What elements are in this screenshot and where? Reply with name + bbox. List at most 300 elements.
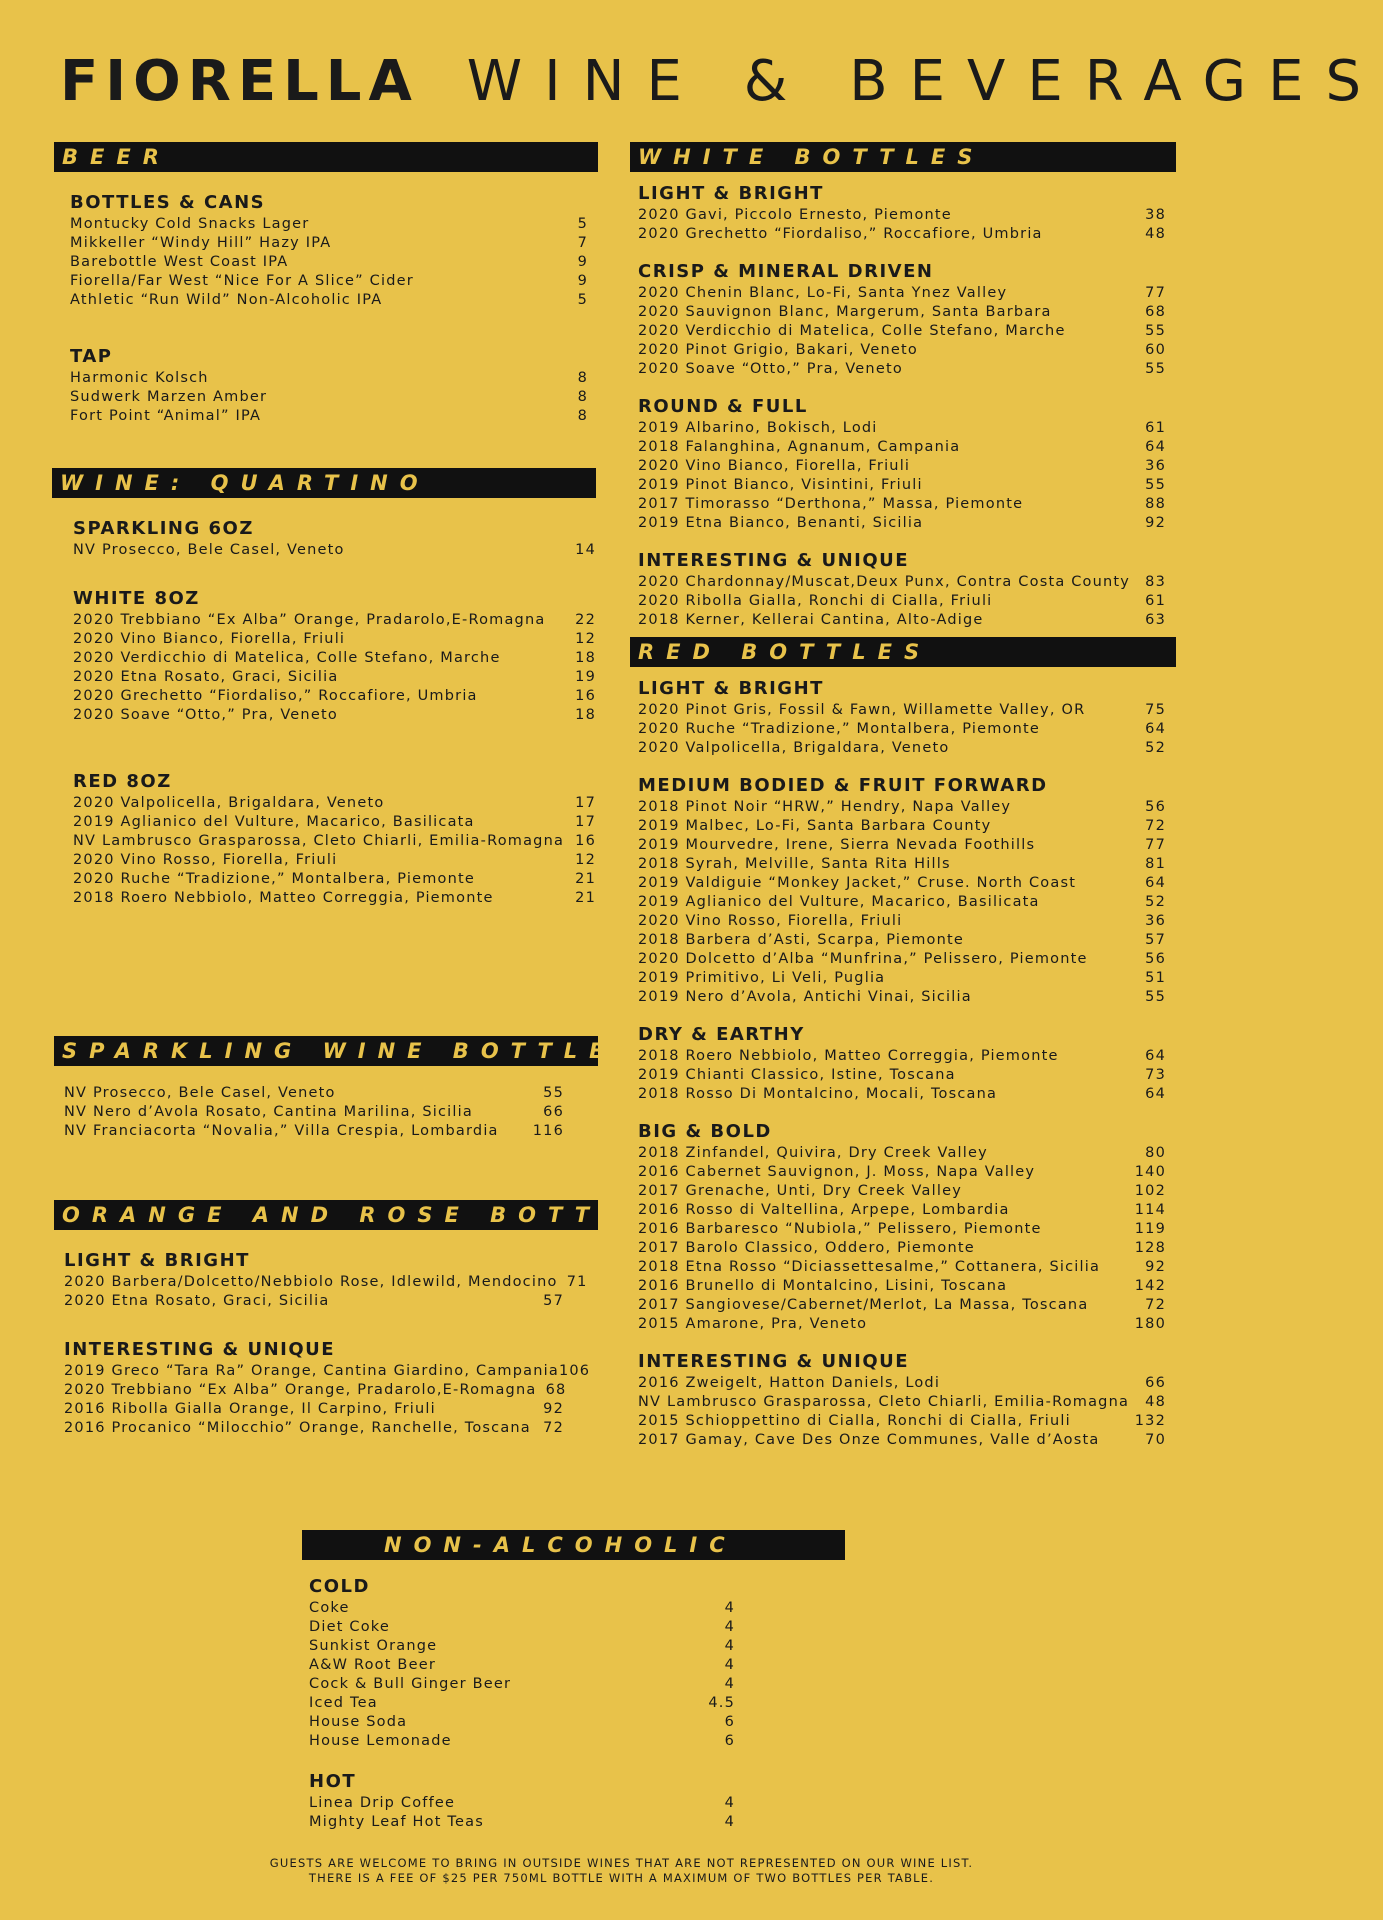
item-price: 77 xyxy=(1145,837,1166,853)
item-price: 52 xyxy=(1145,894,1166,910)
item-name: 2018 Kerner, Kellerai Cantina, Alto-Adige xyxy=(638,612,984,628)
item-name: 2020 Vino Bianco, Fiorella, Friuli xyxy=(73,631,346,647)
item-name: NV Franciacorta “Novalia,” Villa Crespia, Lombardia xyxy=(64,1123,499,1139)
item-name: Iced Tea xyxy=(309,1695,378,1711)
page-title xyxy=(60,49,1383,114)
section-heading: SPARKLING WINE BOTTLES xyxy=(54,1036,598,1066)
menu-item xyxy=(64,1400,564,1419)
menu-item xyxy=(638,1431,1166,1450)
item-price: 16 xyxy=(575,688,596,704)
item-name: Mighty Leaf Hot Teas xyxy=(309,1814,484,1830)
menu-item xyxy=(64,1103,564,1122)
item-name: 2020 Etna Rosato, Graci, Sicilia xyxy=(64,1293,330,1309)
group-title: LIGHT & BRIGHT xyxy=(64,1250,250,1271)
menu-item xyxy=(638,476,1166,495)
item-name: 2020 Dolcetto d’Alba “Munfrina,” Pelissero, Piemonte xyxy=(638,951,1088,967)
item-name: 2018 Barbera d’Asti, Scarpa, Piemonte xyxy=(638,932,965,948)
group-title: INTERESTING & UNIQUE xyxy=(64,1339,336,1360)
item-name: 2020 Ruche “Tradizione,” Montalbera, Piemonte xyxy=(73,871,476,887)
item-price: 140 xyxy=(1134,1164,1166,1180)
menu-item xyxy=(638,969,1166,988)
group-title: LIGHT & BRIGHT xyxy=(638,183,824,204)
section-heading: RED BOTTLES xyxy=(630,637,1176,667)
group-list xyxy=(630,183,1176,630)
menu-item xyxy=(64,1084,564,1103)
group-title: DRY & EARTHY xyxy=(638,1024,805,1045)
menu-item xyxy=(64,1292,564,1311)
menu-item xyxy=(638,701,1166,720)
menu-group xyxy=(70,346,588,426)
menu-item xyxy=(638,495,1166,514)
item-price: 116 xyxy=(532,1123,564,1139)
item-price: 77 xyxy=(1145,285,1166,301)
menu-item xyxy=(309,1794,735,1813)
menu-item xyxy=(638,817,1166,836)
item-name: 2019 Chianti Classico, Istine, Toscana xyxy=(638,1067,956,1083)
section-heading: BEER xyxy=(54,142,598,172)
item-name: 2020 Soave “Otto,” Pra, Veneto xyxy=(638,361,903,377)
item-name: 2016 Procanico “Milocchio” Orange, Ranchelle, Toscana xyxy=(64,1420,531,1436)
menu-group xyxy=(73,518,596,560)
group-title: INTERESTING & UNIQUE xyxy=(638,1351,910,1372)
menu-item xyxy=(638,1315,1166,1334)
item-price: 63 xyxy=(1145,612,1166,628)
item-name: 2020 Chenin Blanc, Lo-Fi, Santa Ynez Valley xyxy=(638,285,1008,301)
section-heading: ORANGE AND ROSE BOTTLES xyxy=(54,1200,598,1230)
item-price: 70 xyxy=(1145,1432,1166,1448)
menu-group xyxy=(64,1250,588,1311)
menu-item xyxy=(73,668,596,687)
item-name: 2017 Sangiovese/Cabernet/Merlot, La Massa, Toscana xyxy=(638,1297,1089,1313)
menu-item xyxy=(70,215,588,234)
menu-item xyxy=(638,912,1166,931)
item-price: 55 xyxy=(1145,323,1166,339)
menu-group xyxy=(309,1576,735,1751)
menu-group xyxy=(638,396,1166,533)
item-price: 4 xyxy=(724,1638,735,1654)
item-price: 72 xyxy=(1145,1297,1166,1313)
menu-group xyxy=(309,1771,735,1832)
menu-item xyxy=(64,1381,567,1400)
item-name: 2019 Mourvedre, Irene, Sierra Nevada Foothills xyxy=(638,837,1036,853)
menu-item xyxy=(73,851,596,870)
item-price: 119 xyxy=(1134,1221,1166,1237)
item-name: 2019 Pinot Bianco, Visintini, Friuli xyxy=(638,477,923,493)
item-price: 4 xyxy=(724,1814,735,1830)
menu-group xyxy=(638,775,1166,1007)
item-name: 2020 Grechetto “Fiordaliso,” Roccafiore, Umbria xyxy=(73,688,478,704)
menu-item xyxy=(638,874,1166,893)
menu-item xyxy=(638,1066,1166,1085)
item-name: 2019 Valdiguie “Monkey Jacket,” Cruse. North Coast xyxy=(638,875,1077,891)
item-price: 4 xyxy=(724,1619,735,1635)
item-name: 2020 Gavi, Piccolo Ernesto, Piemonte xyxy=(638,207,952,223)
item-price: 55 xyxy=(1145,989,1166,1005)
item-price: 55 xyxy=(543,1085,564,1101)
menu-item xyxy=(638,284,1166,303)
menu-item xyxy=(638,225,1166,244)
menu-item xyxy=(638,457,1166,476)
item-name: 2020 Soave “Otto,” Pra, Veneto xyxy=(73,707,338,723)
item-price: 4 xyxy=(724,1676,735,1692)
group-title: WHITE 8OZ xyxy=(73,588,200,609)
orange-rose-section xyxy=(54,1200,680,1438)
menu-item xyxy=(638,950,1166,969)
item-price: 81 xyxy=(1145,856,1166,872)
item-price: 61 xyxy=(1145,593,1166,609)
group-list xyxy=(630,678,1176,1450)
item-name: 2016 Cabernet Sauvignon, J. Moss, Napa Valley xyxy=(638,1164,1036,1180)
menu-item xyxy=(309,1599,735,1618)
menu-item xyxy=(309,1656,735,1675)
menu-item xyxy=(73,611,596,630)
item-name: 2016 Ribolla Gialla Orange, Il Carpino, Friuli xyxy=(64,1401,436,1417)
menu-item xyxy=(638,514,1166,533)
footer-line-1: GUESTS ARE WELCOME TO BRING IN OUTSIDE WINES THAT ARE NOT REPRESENTED ON OUR WINE LIST. xyxy=(269,1856,974,1870)
item-name: 2018 Syrah, Melville, Santa Rita Hills xyxy=(638,856,951,872)
item-price: 83 xyxy=(1145,574,1166,590)
item-name: Diet Coke xyxy=(309,1619,391,1635)
item-name: 2020 Verdicchio di Matelica, Colle Stefano, Marche xyxy=(638,323,1066,339)
menu-item xyxy=(638,1277,1166,1296)
item-price: 75 xyxy=(1145,702,1166,718)
item-price: 61 xyxy=(1145,420,1166,436)
group-list xyxy=(302,1576,745,1832)
item-price: 80 xyxy=(1145,1145,1166,1161)
menu-item xyxy=(64,1362,591,1381)
item-price: 68 xyxy=(1145,304,1166,320)
item-list xyxy=(54,1084,598,1141)
item-name: 2016 Zweigelt, Hatton Daniels, Lodi xyxy=(638,1375,941,1391)
item-name: 2018 Pinot Noir “HRW,” Hendry, Napa Valley xyxy=(638,799,1012,815)
group-title: RED 8OZ xyxy=(73,771,172,792)
item-price: 18 xyxy=(575,707,596,723)
item-name: 2020 Vino Bianco, Fiorella, Friuli xyxy=(638,458,911,474)
item-price: 9 xyxy=(577,254,588,270)
menu-item xyxy=(73,813,596,832)
item-price: 56 xyxy=(1145,951,1166,967)
menu-item xyxy=(309,1713,735,1732)
item-name: 2020 Ruche “Tradizione,” Montalbera, Piemonte xyxy=(638,721,1041,737)
item-name: 2018 Rosso Di Montalcino, Mocali, Toscana xyxy=(638,1086,998,1102)
menu-item xyxy=(70,253,588,272)
item-price: 9 xyxy=(577,273,588,289)
menu-item xyxy=(638,1144,1166,1163)
item-price: 6 xyxy=(724,1733,735,1749)
menu-item xyxy=(638,1201,1166,1220)
item-price: 57 xyxy=(543,1293,564,1309)
sparkling-section xyxy=(54,1036,643,1141)
item-name: 2019 Etna Bianco, Benanti, Sicilia xyxy=(638,515,924,531)
menu-item xyxy=(73,687,596,706)
item-price: 64 xyxy=(1145,1048,1166,1064)
menu-item xyxy=(638,1239,1166,1258)
menu-item xyxy=(64,1273,588,1292)
group-title: INTERESTING & UNIQUE xyxy=(638,550,910,571)
item-name: 2018 Etna Rosso “Diciassettesalme,” Cottanera, Sicilia xyxy=(638,1259,1101,1275)
menu-item xyxy=(309,1637,735,1656)
item-price: 4 xyxy=(724,1795,735,1811)
menu-group xyxy=(73,588,596,725)
item-name: 2018 Roero Nebbiolo, Matteo Correggia, Piemonte xyxy=(638,1048,1059,1064)
footer-note xyxy=(0,1856,1243,1886)
group-list xyxy=(52,518,596,908)
item-price: 12 xyxy=(575,631,596,647)
item-name: 2018 Roero Nebbiolo, Matteo Correggia, Piemonte xyxy=(73,890,494,906)
menu-item xyxy=(64,1419,564,1438)
item-price: 180 xyxy=(1134,1316,1166,1332)
item-name: 2019 Nero d’Avola, Antichi Vinai, Sicilia xyxy=(638,989,972,1005)
item-name: 2019 Malbec, Lo-Fi, Santa Barbara County xyxy=(638,818,992,834)
item-name: NV Lambrusco Grasparossa, Cleto Chiarli, Emilia-Romagna xyxy=(638,1394,1130,1410)
menu-item xyxy=(73,630,596,649)
menu-group xyxy=(638,261,1166,379)
section-heading: WINE: QUARTINO xyxy=(52,468,596,498)
item-name: 2015 Schioppettino di Cialla, Ronchi di Cialla, Friuli xyxy=(638,1413,1071,1429)
item-price: 8 xyxy=(577,389,588,405)
beer-section xyxy=(54,142,598,426)
item-price: 17 xyxy=(575,795,596,811)
item-price: 64 xyxy=(1145,875,1166,891)
item-name: Sudwerk Marzen Amber xyxy=(70,389,268,405)
item-price: 8 xyxy=(577,370,588,386)
item-price: 132 xyxy=(1134,1413,1166,1429)
menu-item xyxy=(638,322,1166,341)
group-title: ROUND & FULL xyxy=(638,396,808,417)
item-name: 2019 Albarino, Bokisch, Lodi xyxy=(638,420,878,436)
menu-item xyxy=(638,611,1166,630)
group-title: HOT xyxy=(309,1771,357,1792)
item-name: 2020 Trebbiano “Ex Alba” Orange, Pradarolo,E-Romagna xyxy=(64,1382,537,1398)
item-name: 2020 Vino Rosso, Fiorella, Friuli xyxy=(638,913,903,929)
item-price: 5 xyxy=(577,292,588,308)
footer-line-2: THERE IS A FEE OF $25 PER 750ML BOTTLE WITH A MAXIMUM OF TWO BOTTLES PER TABLE. xyxy=(308,1871,935,1885)
item-name: NV Nero d’Avola Rosato, Cantina Marilina, Sicilia xyxy=(64,1104,473,1120)
item-name: 2020 Chardonnay/Muscat,Deux Punx, Contra Costa County xyxy=(638,574,1131,590)
menu-item xyxy=(638,988,1166,1007)
menu-item xyxy=(309,1813,735,1832)
item-price: 72 xyxy=(543,1420,564,1436)
item-price: 71 xyxy=(566,1274,588,1290)
item-price: 64 xyxy=(1145,1086,1166,1102)
menu-item xyxy=(73,649,596,668)
menu-group xyxy=(638,1121,1166,1334)
menu-item xyxy=(638,855,1166,874)
item-name: 2017 Grenache, Unti, Dry Creek Valley xyxy=(638,1183,962,1199)
menu-item xyxy=(638,1220,1166,1239)
item-name: Harmonic Kolsch xyxy=(70,370,209,386)
group-title: BIG & BOLD xyxy=(638,1121,772,1142)
menu-group xyxy=(73,771,596,908)
item-price: 4 xyxy=(724,1600,735,1616)
item-name: House Soda xyxy=(309,1714,408,1730)
menu-item xyxy=(70,272,588,291)
item-name: 2020 Etna Rosato, Graci, Sicilia xyxy=(73,669,339,685)
menu-item xyxy=(70,388,588,407)
menu-item xyxy=(309,1675,735,1694)
item-price: 21 xyxy=(575,871,596,887)
item-price: 19 xyxy=(575,669,596,685)
item-name: Sunkist Orange xyxy=(309,1638,438,1654)
group-list xyxy=(54,192,598,426)
item-name: 2020 Vino Rosso, Fiorella, Friuli xyxy=(73,852,338,868)
menu-item xyxy=(638,1258,1166,1277)
menu-item xyxy=(73,706,596,725)
item-price: 56 xyxy=(1145,799,1166,815)
item-price: 21 xyxy=(575,890,596,906)
item-price: 55 xyxy=(1145,361,1166,377)
item-name: 2020 Valpolicella, Brigaldara, Veneto xyxy=(73,795,385,811)
menu-item xyxy=(73,832,596,851)
menu-item xyxy=(638,573,1166,592)
non-alcoholic-section xyxy=(302,1530,845,1832)
group-title: LIGHT & BRIGHT xyxy=(638,678,824,699)
item-price: 12 xyxy=(575,852,596,868)
menu-item xyxy=(73,889,596,908)
group-list xyxy=(54,1250,598,1438)
item-name: Fort Point “Animal” IPA xyxy=(70,408,262,424)
group-title: SPARKLING 6OZ xyxy=(73,518,254,539)
menu-item xyxy=(638,438,1166,457)
item-price: 18 xyxy=(575,650,596,666)
group-title: COLD xyxy=(309,1576,370,1597)
menu-item xyxy=(309,1618,735,1637)
menu-group xyxy=(638,183,1166,244)
quartino-section xyxy=(52,468,596,908)
menu-item xyxy=(638,360,1166,379)
item-name: NV Prosecco, Bele Casel, Veneto xyxy=(64,1085,336,1101)
item-name: 2019 Aglianico del Vulture, Macarico, Basilicata xyxy=(638,894,1040,910)
item-name: 2016 Barbaresco “Nubiola,” Pelissero, Piemonte xyxy=(638,1221,1042,1237)
item-name: 2019 Greco “Tara Ra” Orange, Cantina Giardino, Campania xyxy=(64,1363,559,1379)
menu-item xyxy=(638,1412,1166,1431)
item-name: 2020 Ribolla Gialla, Ronchi di Cialla, Friuli xyxy=(638,593,993,609)
item-price: 88 xyxy=(1145,496,1166,512)
menu-item xyxy=(638,1163,1166,1182)
item-name: 2020 Barbera/Dolcetto/Nebbiolo Rose, Idlewild, Mendocino xyxy=(64,1274,558,1290)
item-name: 2020 Pinot Grigio, Bakari, Veneto xyxy=(638,342,918,358)
menu-item xyxy=(638,419,1166,438)
item-name: 2020 Trebbiano “Ex Alba” Orange, Pradarolo,E-Romagna xyxy=(73,612,546,628)
item-price: 92 xyxy=(543,1401,564,1417)
item-price: 92 xyxy=(1145,515,1166,531)
item-price: 142 xyxy=(1134,1278,1166,1294)
item-name: 2015 Amarone, Pra, Veneto xyxy=(638,1316,868,1332)
item-price: 36 xyxy=(1145,458,1166,474)
menu-group xyxy=(638,678,1166,758)
item-name: NV Lambrusco Grasparossa, Cleto Chiarli, Emilia-Romagna xyxy=(73,833,565,849)
item-name: NV Prosecco, Bele Casel, Veneto xyxy=(73,542,345,558)
menu-item xyxy=(638,739,1166,758)
item-price: 48 xyxy=(1145,1394,1166,1410)
menu-item xyxy=(70,407,588,426)
menu-item xyxy=(638,303,1166,322)
menu-item xyxy=(70,234,588,253)
item-price: 6 xyxy=(724,1714,735,1730)
item-name: 2019 Aglianico del Vulture, Macarico, Basilicata xyxy=(73,814,475,830)
menu-item xyxy=(638,592,1166,611)
item-name: Fiorella/Far West “Nice For A Slice” Cider xyxy=(70,273,414,289)
item-name: House Lemonade xyxy=(309,1733,452,1749)
group-title: MEDIUM BODIED & FRUIT FORWARD xyxy=(638,775,1048,796)
menu-item xyxy=(638,1085,1166,1104)
item-price: 52 xyxy=(1145,740,1166,756)
item-name: 2020 Valpolicella, Brigaldara, Veneto xyxy=(638,740,950,756)
item-name: 2017 Barolo Classico, Oddero, Piemonte xyxy=(638,1240,975,1256)
item-price: 102 xyxy=(1134,1183,1166,1199)
menu-item xyxy=(638,720,1166,739)
red-bottles-section xyxy=(630,637,1176,1450)
menu-item xyxy=(638,1393,1166,1412)
item-name: 2019 Primitivo, Li Veli, Puglia xyxy=(638,970,886,986)
item-name: 2017 Gamay, Cave Des Onze Communes, Valle d’Aosta xyxy=(638,1432,1100,1448)
item-name: Linea Drip Coffee xyxy=(309,1795,456,1811)
group-title: CRISP & MINERAL DRIVEN xyxy=(638,261,934,282)
menu-item xyxy=(73,541,596,560)
menu-item xyxy=(638,1296,1166,1315)
item-price: 16 xyxy=(575,833,596,849)
menu-group xyxy=(638,550,1166,630)
menu-item xyxy=(638,1182,1166,1201)
menu-item xyxy=(309,1694,735,1713)
menu-item xyxy=(309,1732,735,1751)
item-price: 4.5 xyxy=(708,1695,735,1711)
item-price: 72 xyxy=(1145,818,1166,834)
section-heading: WHITE BOTTLES xyxy=(630,142,1176,172)
item-name: Athletic “Run Wild” Non-Alcoholic IPA xyxy=(70,292,383,308)
menu-item xyxy=(638,206,1166,225)
item-price: 8 xyxy=(577,408,588,424)
item-name: Coke xyxy=(309,1600,350,1616)
item-name: 2016 Rosso di Valtellina, Arpepe, Lombardia xyxy=(638,1202,1010,1218)
menu-group xyxy=(64,1339,591,1438)
menu-item xyxy=(70,369,588,388)
item-price: 51 xyxy=(1145,970,1166,986)
item-name: Mikkeller “Windy Hill” Hazy IPA xyxy=(70,235,332,251)
item-name: 2018 Zinfandel, Quivira, Dry Creek Valley xyxy=(638,1145,988,1161)
item-price: 106 xyxy=(558,1363,591,1379)
item-price: 64 xyxy=(1145,439,1166,455)
group-title: TAP xyxy=(70,346,113,367)
item-name: Barebottle West Coast IPA xyxy=(70,254,289,270)
item-price: 4 xyxy=(724,1657,735,1673)
item-price: 66 xyxy=(543,1104,564,1120)
item-price: 5 xyxy=(577,216,588,232)
item-price: 55 xyxy=(1145,477,1166,493)
brand-name: FIORELLA xyxy=(60,49,419,114)
item-price: 68 xyxy=(545,1382,567,1398)
menu-item xyxy=(64,1122,564,1141)
menu-item xyxy=(638,341,1166,360)
item-price: 114 xyxy=(1134,1202,1166,1218)
menu-item xyxy=(638,931,1166,950)
menu-item xyxy=(73,794,596,813)
item-price: 64 xyxy=(1145,721,1166,737)
section-heading: NON-ALCOHOLIC xyxy=(302,1530,845,1560)
item-name: 2020 Grechetto “Fiordaliso,” Roccafiore, Umbria xyxy=(638,226,1043,242)
menu-group xyxy=(638,1024,1166,1104)
item-name: 2018 Falanghina, Agnanum, Campania xyxy=(638,439,961,455)
menu-item xyxy=(70,291,588,310)
group-title: BOTTLES & CANS xyxy=(70,192,266,213)
item-name: 2016 Brunello di Montalcino, Lisini, Toscana xyxy=(638,1278,1008,1294)
page-subtitle: WINE & BEVERAGES xyxy=(466,49,1383,114)
item-price: 60 xyxy=(1145,342,1166,358)
item-name: 2020 Verdicchio di Matelica, Colle Stefano, Marche xyxy=(73,650,501,666)
item-name: Montucky Cold Snacks Lager xyxy=(70,216,310,232)
white-bottles-section xyxy=(630,142,1176,630)
menu-item xyxy=(638,893,1166,912)
